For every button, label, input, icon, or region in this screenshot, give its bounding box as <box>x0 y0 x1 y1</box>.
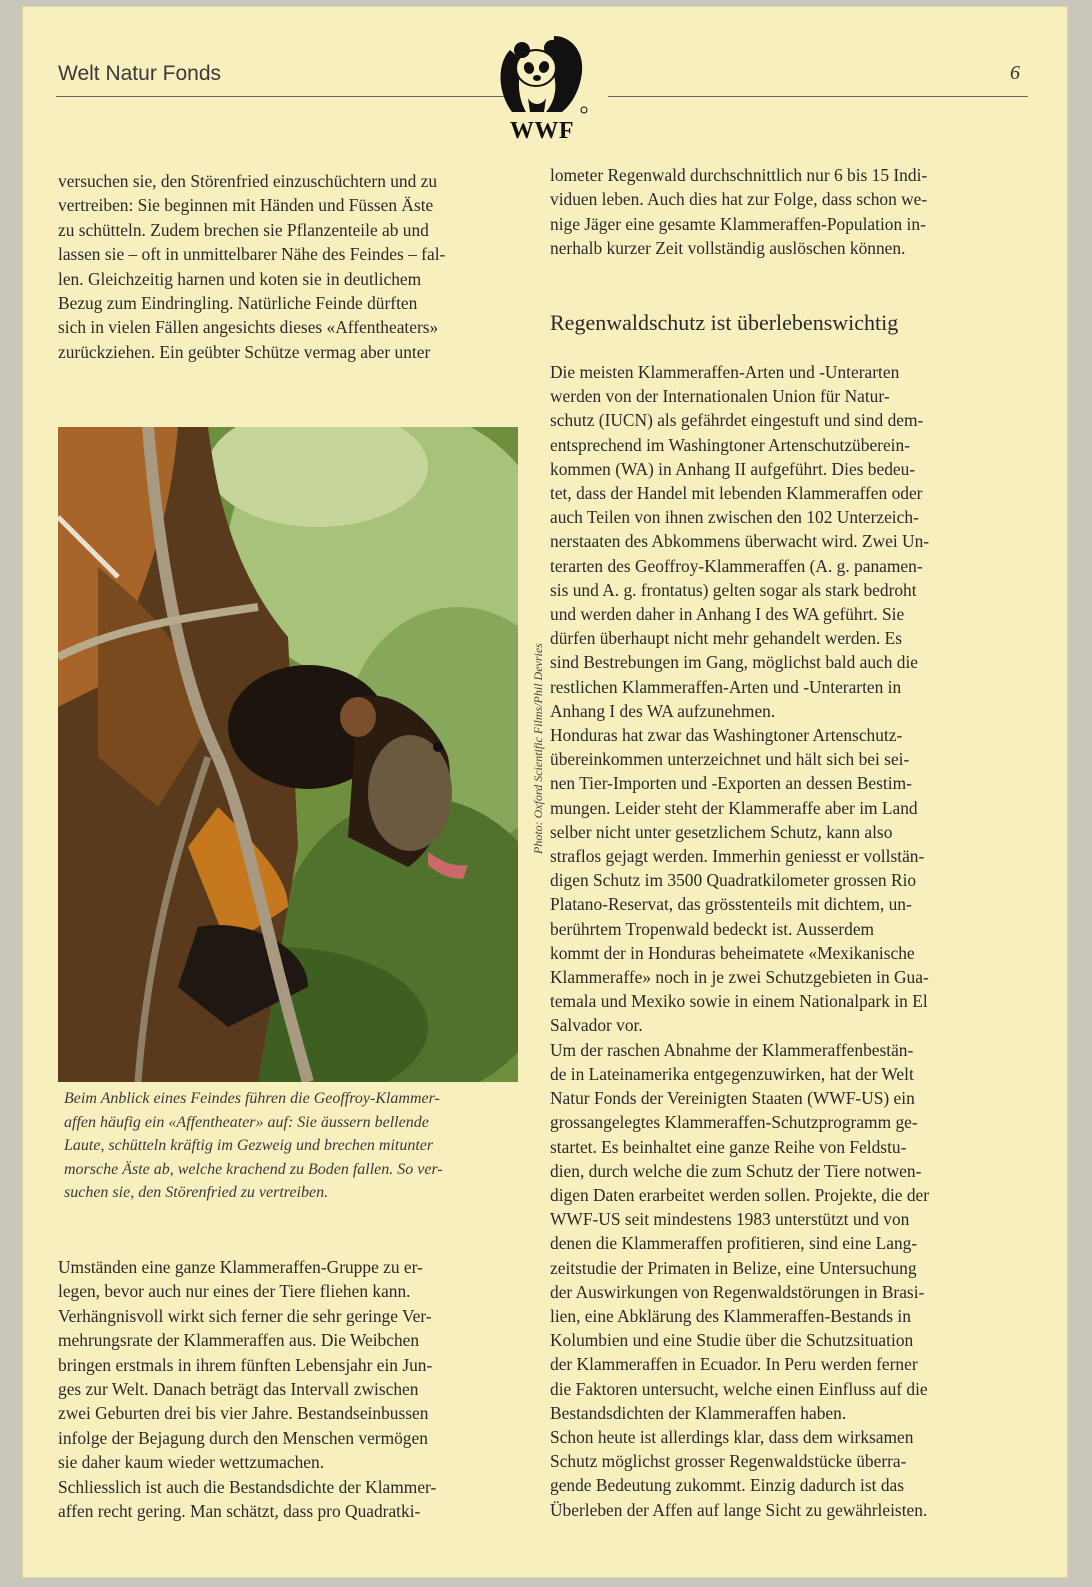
wwf-logo <box>492 28 592 143</box>
left-paragraph-top: versuchen sie, den Störenfried einzuschüchtern und zu vertreiben: Sie beginnen mit Händen und Füssen Äste zu schütteln. Zudem brechen sie Pflanzenteile ab und lassen sie – oft in unmittelbarer Nähe des Feindes – fal- len. Gleichzeitig harnen und koten sie in deutlichem Bezug zum Eindringling. Natürliche Feinde dürften sich in vielen Fällen angesichts dieses «Affentheaters» zurückziehen. Ein geübter Schütze vermag aber unter <box>58 171 446 362</box>
header-rule-right <box>608 96 1028 97</box>
left-paragraph-bottom: Umständen eine ganze Klammeraffen-Gruppe zu er- legen, bevor auch nur eines der Tiere fliehen kann. Verhängnisvoll wirkt sich ferner die sehr geringe Ver- mehrungsrate der Klammeraffen aus. Die Weibchen bringen erstmals in ihrem fünften Lebensjahr ein Jun- ges zur Welt. Danach beträgt das Intervall zwischen zwei Geburten drei bis vier Jahre. Bestandseinbussen infolge der Bejagung durch den Menschen vermögen sie daher kaum wieder wettzumachen. Schliesslich ist auch die Bestandsdichte der Klammer- affen recht gering. Man schätzt, dass pro Quadratki- <box>58 1257 437 1522</box>
document-page <box>22 6 1068 1578</box>
right-paragraph-main: Die meisten Klammeraffen-Arten und -Unterarten werden von der Internationalen Union für Natur- schutz (IUCN) als gefährdet eingestuft und sind dem- entsprechend im Washingtoner Artenschutzüberein- kommen (WA) in Anhang II aufgeführt. Dies bedeu- tet, dass der Handel mit lebenden Klammeraffen oder auch Teilen von ihnen zwischen den 102 Unterzeich- nerstaaten des Abkommens überwacht wird. Zwei Un- terarten des Geoffroy-Klammeraffen (A. g. panamen- sis und A. g. frontatus) gelten sogar als stark bedroht und werden daher in Anhang I des WA geführt. Sie dürfen überhaupt nicht mehr gehandelt werden. Es sind Bestrebungen im Gang, möglichst bald auch die restlichen Klammeraffen-Arten und -Unterarten in Anhang I des WA aufzunehmen. Honduras hat zwar das Washingtoner Artenschutz- übereinkommen unterzeichnet und hält sich bei sei- nen Tier-Importen und -Exporten an dessen Bestim- mungen. Leider steht der Klammeraffe aber im Land selber nicht unter gesetzlichem Schutz, kann also straflos gejagt werden. Immerhin geniesst er vollstän- digen Schutz im 3500 Quadratkilometer grossen Rio Platano-Reservat, das grösstenteils mit dichtem, un- berührtem Tropenwald bedeckt ist. Ausserdem kommt der in Honduras beheimatete «Mexikanische Klammeraffe» noch in je zwei Schutzgebieten in Gua- temala und Mexiko sowie in einem Nationalpark in El Salvador vor. Um der raschen Abnahme der Klammeraffenbestän- de in Lateinamerika entgegenzuwirken, hat der Welt Natur Fonds der Vereinigten Staaten (WWF-US) ein grossangelegtes Klammeraffen-Schutzprogramm ge- startet. Es beinhaltet eine ganze Reihe von Feldstu- dien, durch welche die zum Schutz der Tiere notwen- digen Daten erarbeitet werden sollen. Projekte, die der WWF-US seit mindestens 1983 unterstützt und von denen die Klammeraffen profitieren, sind eine Lang- zeitstudie der Primaten in Belize, eine Untersuchung der Auswirkungen von Regenwaldstörungen in Brasi- lien, eine Abklärung des Klammeraffen-Bestands in Kolumbien und eine Studie über die Schutzsituation der Klammeraffen in Ecuador. In Peru werden ferner die Faktoren untersucht, welche einen Einfluss auf die Bestandsdichten der Klammeraffen haben. Schon heute ist allerdings klar, dass dem wirksamen Schutz möglichst grosser Regenwaldstücke überra- gende Bedeutung zukommt. Einzig dadurch ist das Überleben der Affen auf lange Sicht zu gewährleisten. <box>550 362 930 1520</box>
header-title: Welt Natur Fonds <box>58 62 222 85</box>
photo-caption: Beim Anblick eines Feindes führen die Geoffroy-Klammer- affen häufig ein «Affentheater» auf: Sie äussern bellende Laute, schütteln kräftig im Gezweig und brechen mitunter morsche Äste ab, welche krachend zu Boden fallen. So ver- suchen sie, den Störenfried zu vertreiben. <box>64 1090 443 1201</box>
page-number: 6 <box>1010 62 1020 84</box>
header-rule-left <box>56 96 506 97</box>
spider-monkey-photo <box>58 427 518 1082</box>
section-heading: Regenwaldschutz ist überlebenswichtig <box>550 310 899 335</box>
panda-icon <box>492 28 592 118</box>
right-paragraph-top: lometer Regenwald durchschnittlich nur 6 bis 15 Indi- viduen leben. Auch dies hat zur Folge, dass schon we- nige Jäger eine gesamte Klammeraffen-Population in- nerhalb kurzer Zeit vollständig auslöschen können. <box>550 165 928 259</box>
logo-text: WWF <box>509 118 575 144</box>
photo-credit: Photo: Oxford Scientific Films/Phil Devries <box>531 643 545 854</box>
